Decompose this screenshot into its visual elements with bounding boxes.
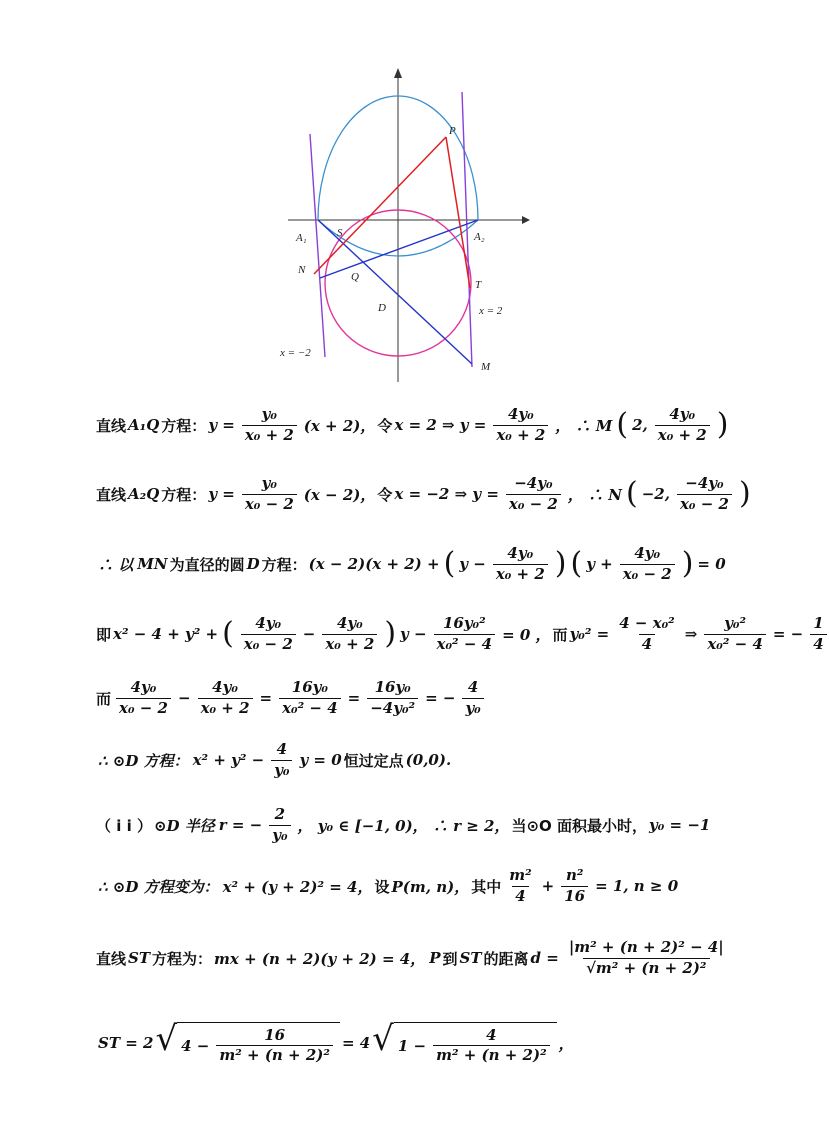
er-text: 而 [96, 689, 112, 708]
solution-line-fixed-point [96, 740, 786, 780]
label-prefix: 直线 [96, 416, 127, 435]
label-s: S [337, 227, 343, 239]
solution-line-a2q [96, 474, 786, 514]
eq-lhs: y = [208, 416, 235, 434]
fraction: $\frac{\text{−4y₀}}{\text{x₀ − 2}}$ [504, 475, 563, 513]
x-axis-arrow [522, 216, 530, 224]
label-x-eq-neg2: x = −2 [280, 347, 311, 359]
st: ST [128, 949, 151, 967]
paren-close: ) [681, 546, 694, 581]
y-axis-arrow [394, 68, 402, 78]
expr-a: (x − 2)(x + 2) + [308, 555, 440, 573]
line-x-neg2 [310, 134, 325, 357]
fraction: $\frac{\text{4 − x₀²}}{4}$ [619, 614, 675, 653]
solution-line-st-length [96, 1018, 786, 1068]
label-q: Q [351, 271, 359, 283]
solution-line-a1q [96, 405, 786, 445]
fraction: $\frac{\text{4y₀}}{\text{x₀ + 2}}$ [491, 406, 550, 444]
expr: x² + y² − [192, 751, 265, 769]
y2: y + [586, 555, 613, 573]
label-d: D [378, 302, 386, 314]
paren-close: ) [738, 476, 751, 511]
fraction: $\frac{\text{y₀}}{\text{x₀ − 2}}$ [240, 475, 299, 513]
b: ， y₀ ∈ [−1, 0)， ∴ r ≥ 2， [297, 816, 510, 835]
let-cond: x = −2 ⇒ y = [394, 485, 499, 503]
sqrt-1: √ 4 − $\frac{16}{\text{m² + (n + 2)²}}$ [155, 1022, 339, 1065]
eq: = 4 [341, 1034, 371, 1052]
er-text: 而 [552, 625, 568, 644]
end: = 0 [697, 555, 726, 573]
fraction: $\frac{\text{y₀²}}{\text{x₀² − 4}}$ [702, 615, 768, 653]
fraction: $\frac{2}{\text{y₀}}$ [267, 806, 292, 844]
fraction: $\frac{\text{4y₀}}{\text{x₀ − 2}}$ [114, 679, 173, 717]
set-text: 设 [374, 877, 390, 896]
fraction: $\frac{\text{16y₀}}{\text{x₀² − 4}}$ [277, 679, 343, 717]
d: d = [530, 949, 559, 967]
sqrt-2: √ 1 − $\frac{4}{\text{m² + (n + 2)²}}$ [372, 1022, 556, 1065]
fraction: $\frac{\text{m²}}{4}$ [509, 866, 532, 905]
qz-text: 其中 [471, 877, 502, 896]
fraction: $\frac{\text{−4y₀}}{\text{x₀ − 2}}$ [675, 475, 734, 513]
pre: 直线 [96, 949, 127, 968]
fraction: $\frac{\text{|m² + (n + 2)² − 4|}}{\text{√m² + (n + 2)²}}$ [568, 938, 724, 977]
paren-close: ) [384, 616, 397, 651]
dao-text: 到 [442, 949, 458, 968]
line-subject: A₁Q [128, 416, 160, 434]
solution-line-circle-d [96, 544, 786, 584]
therefore: ， ∴ N [567, 485, 623, 504]
eq3: = − [425, 689, 456, 707]
d-symbol: D [246, 555, 260, 573]
eq0: = 0 ， [502, 625, 551, 644]
after: y − [400, 625, 427, 643]
cn-text: 恒过定点 [343, 751, 404, 770]
pre: ∴ ⊙D 方程： [98, 751, 189, 770]
d: y₀ = −1 [649, 816, 711, 834]
part-ii: （ i i ） [96, 816, 152, 835]
fraction: $\frac{\text{4y₀}}{\text{x₀ + 2}}$ [653, 406, 712, 444]
paren-open: ( [443, 546, 456, 581]
fraction: $\frac{1}{4}$ [808, 615, 828, 653]
imp: ⇒ [684, 625, 698, 643]
fraction: $\frac{\text{16y₀²}}{\text{x₀² − 4}}$ [432, 615, 498, 653]
line-x-2 [462, 92, 472, 367]
fraction: $\frac{\text{4y₀}}{\text{x₀ − 2}}$ [618, 545, 677, 583]
dist-text: 的距离 [483, 949, 529, 968]
solution-line-radius [96, 805, 786, 845]
solution-line-expand [96, 614, 824, 654]
label-text: 方程： [161, 416, 207, 435]
therefore: ， ∴ M [555, 416, 613, 435]
a: ⊙D 半径 [153, 816, 215, 835]
st2: ST [459, 949, 482, 967]
point-a: 2, [632, 416, 648, 434]
eqneg: = − [772, 625, 804, 643]
label-a2: A₂ [474, 231, 485, 243]
plus: + [541, 877, 555, 895]
label-x-eq-2: x = 2 [479, 305, 503, 317]
label-prefix: 直线 [96, 485, 127, 504]
fraction: $\frac{\text{n²}}{16}$ [559, 867, 590, 905]
paren-close: ) [554, 546, 567, 581]
c: 当⊙O 面积最小时， [511, 816, 648, 835]
minus: − [302, 625, 316, 643]
line-subject: A₂Q [128, 485, 160, 503]
label-n: N [298, 264, 306, 276]
solution-line-new-circle [96, 866, 786, 906]
y1: y − [459, 555, 486, 573]
fraction: $\frac{\text{16y₀}}{\text{−4y₀²}}$ [365, 679, 420, 717]
eq-rhs: (x − 2)， [303, 485, 376, 504]
eq-lhs: y = [208, 485, 235, 503]
solution-line-st [96, 938, 786, 978]
label-t: T [475, 279, 482, 291]
eq-rhs: (x + 2)， [303, 416, 376, 435]
eq1: = [259, 689, 273, 707]
tail: = 1, n ≥ 0 [595, 877, 679, 895]
fraction: $\frac{4}{\text{y₀}}$ [460, 679, 485, 717]
fraction: $\frac{4}{\text{y₀}}$ [269, 741, 294, 779]
expr: x² + (y + 2)² = 4， [222, 877, 373, 896]
pmn: P(m, n)， [391, 877, 470, 896]
line-p-n [314, 137, 446, 274]
fc-text: 方程为： [152, 949, 213, 968]
st: ST = 2 [98, 1034, 154, 1052]
paren-open: ( [222, 616, 234, 651]
paren-open: ( [626, 476, 638, 511]
let-cond: x = 2 ⇒ y = [394, 416, 487, 434]
fraction: $\frac{\text{4y₀}}{\text{x₀ + 2}}$ [196, 679, 255, 717]
label-text: 方程： [161, 485, 207, 504]
tail-text: 方程： [261, 555, 307, 574]
mn: MN [137, 555, 168, 573]
r: r = − [218, 816, 263, 834]
pt: (0,0). [405, 751, 452, 769]
intro: ∴ 以 [98, 555, 134, 574]
pre: ∴ ⊙D 方程变为： [98, 877, 219, 896]
mid-text: 为直径的圆 [169, 555, 245, 574]
point-a: −2, [641, 485, 670, 503]
expr: mx + (n + 2)(y + 2) = 4， [214, 949, 426, 968]
paren-open: ( [616, 407, 629, 442]
let-text: 令 [377, 416, 393, 435]
fraction: $\frac{\text{4y₀}}{\text{x₀ − 2}}$ [239, 615, 298, 653]
paren-close: ) [716, 407, 729, 442]
label-m: M [481, 361, 491, 373]
expr: x² − 4 + y² + [113, 625, 219, 643]
eq2: = [347, 689, 361, 707]
let-text: 令 [377, 485, 393, 504]
label-a1: A₁ [296, 232, 307, 244]
label-p: P [449, 125, 456, 137]
geometry-figure [270, 62, 540, 392]
fraction: $\frac{\text{4y₀}}{\text{x₀ + 2}}$ [491, 545, 550, 583]
line-a2-n [320, 220, 478, 278]
y0sq: y₀² = [569, 625, 610, 643]
end: ， [558, 1034, 574, 1053]
p: P [429, 949, 441, 967]
ji-text: 即 [96, 625, 112, 644]
fraction: $\frac{\text{y₀}}{\text{x₀ + 2}}$ [240, 406, 299, 444]
post: y = 0 [299, 751, 342, 769]
solution-line-simplify [96, 678, 786, 718]
fraction: $\frac{\text{4y₀}}{\text{x₀ + 2}}$ [320, 615, 379, 653]
minus: − [177, 689, 191, 707]
paren-open: ( [570, 546, 583, 581]
